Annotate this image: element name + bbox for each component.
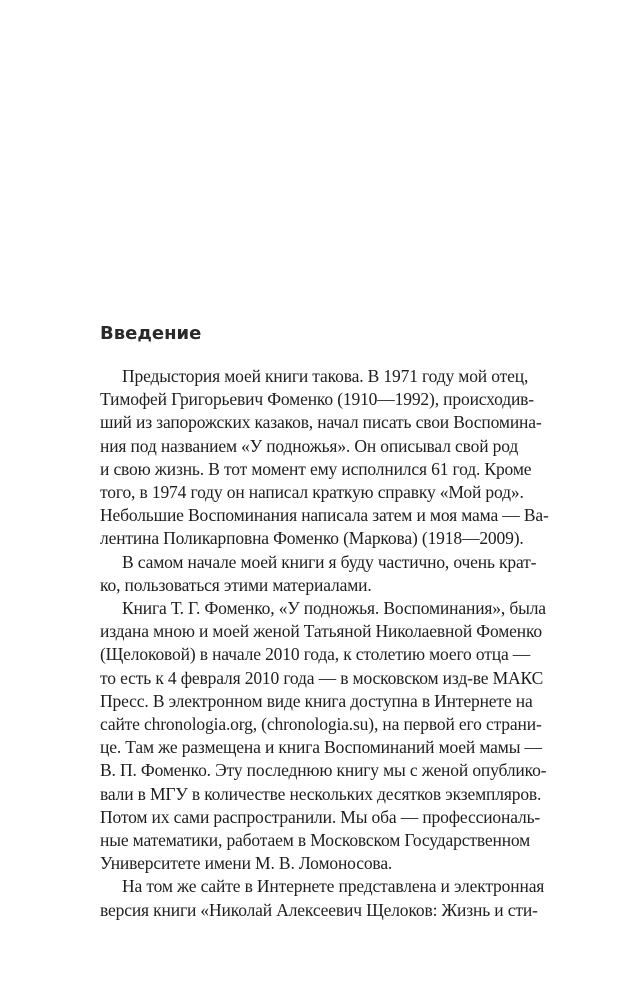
text-line: Пресс. В электронном виде книга доступна в Интернете на bbox=[100, 690, 533, 711]
text-line: Университете имени М. В. Ломоносова. bbox=[100, 853, 393, 874]
text-line: Небольшие Воспоминания написала затем и моя мама — Ва- bbox=[100, 505, 549, 526]
text-line: В. П. Фоменко. Эту последнюю книгу мы с женой опублико- bbox=[100, 760, 547, 781]
text-line: Книга Т. Г. Фоменко, «У подножья. Воспоминания», была bbox=[122, 598, 546, 619]
text-line: вали в МГУ в количестве нескольких десятков экземпляров. bbox=[100, 783, 542, 804]
paragraph-4 bbox=[100, 875, 545, 921]
text-line: (Щелоковой) в начале 2010 года, к столетию моего отца — bbox=[100, 644, 531, 665]
text-line: ния под названием «У подножья». Он описывал свой род bbox=[100, 435, 519, 456]
paragraph-3 bbox=[100, 597, 547, 875]
text-line: ко, пользоваться этими материалами. bbox=[100, 574, 372, 595]
text-line: и свою жизнь. В тот момент ему исполнился 61 год. Кроме bbox=[100, 458, 532, 479]
text-line: ные математики, работаем в Московском Государственном bbox=[100, 830, 531, 851]
text-line: то есть к 4 февраля 2010 года — в московском изд-ве МАКС bbox=[100, 667, 544, 688]
text-line: Потом их сами распространили. Мы оба — профессиональ- bbox=[100, 806, 541, 827]
text-line: Тимофей Григорьевич Фоменко (1910—1992), происходив- bbox=[100, 389, 534, 410]
text-line: Предыстория моей книги такова. В 1971 году мой отец, bbox=[122, 366, 529, 386]
text-line: На том же сайте в Интернете представлена и электронная bbox=[122, 876, 545, 897]
text-line: це. Там же размещена и книга Воспоминаний моей мамы — bbox=[100, 737, 542, 758]
body-text bbox=[100, 365, 549, 922]
text-line: того, в 1974 году он написал краткую справку «Мой род». bbox=[100, 482, 524, 503]
text-line: сайте chronologia.org, (chronologia.su), на первой его страни- bbox=[100, 714, 542, 735]
text-line: издана мною и моей женой Татьяной Николаевной Фоменко bbox=[100, 621, 543, 642]
text-line: версия книги «Николай Алексеевич Щелоков: Жизнь и сти- bbox=[100, 899, 538, 920]
text-line: лентина Поликарповна Фоменко (Маркова) (1918—2009). bbox=[100, 528, 524, 549]
chapter-heading: Введение bbox=[100, 323, 202, 344]
paragraph-2 bbox=[100, 551, 537, 597]
paragraph-1 bbox=[100, 365, 549, 551]
text-line: ший из запорожских казаков, начал писать свои Воспомина- bbox=[100, 412, 542, 433]
text-line: В самом начале моей книги я буду частично, очень крат- bbox=[122, 551, 537, 572]
